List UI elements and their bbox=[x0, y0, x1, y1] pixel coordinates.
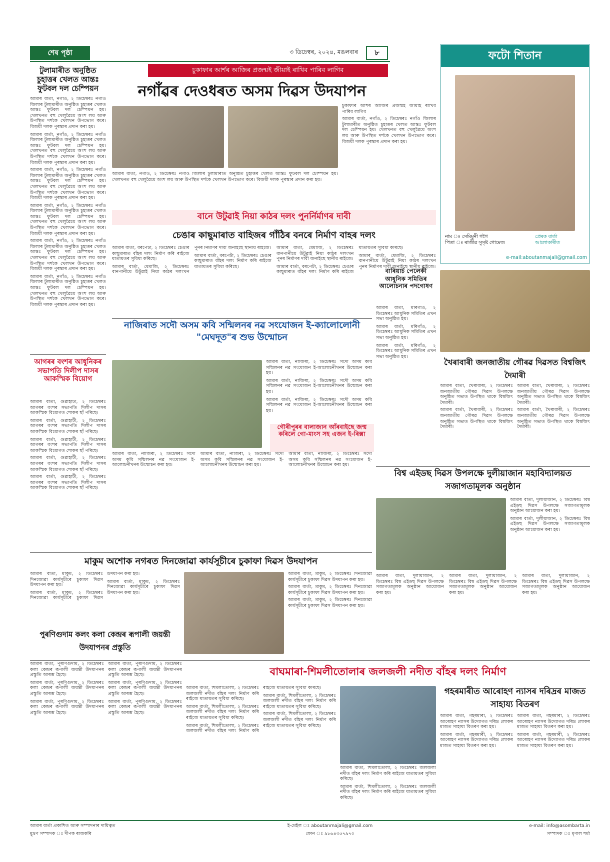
banner-body-right: চুকাফাৰ আৰ্শৰ আজিৰ প্ৰজন্মই জীয়াই ৰাখিব পাৰিব লাগিব আমাৰ বাৰ্তা, নগাঁও, ২ ডিচেম্বৰঃ নগাঁও জিলাৰ টুলামাৰীত অনুষ্ঠিত চুহাত্তৰ খেলত আন্তঃ ফুটবল দল চেম্পিয়ন হয়। খেলখনত বহু খেলুৱৈয়ে অংশ লয় আৰু উপস্থিত দৰ্শকে খেলখন উপভোগ কৰে। বিজয়ী দলক পুৰস্কাৰ প্ৰদান কৰা হয়। bbox=[342, 104, 436, 145]
photo-section-title: ফটো শিতান bbox=[441, 45, 589, 67]
story-2-body: আমাৰ বাৰ্তা, মৰিগাঁও, ২ ডিচেম্বৰঃ আধুনিক সমিতিৰ এখন সভা অনুষ্ঠিত হয়। আমাৰ বাৰ্তা, মৰিগাঁও, ২ ডিচেম্বৰঃ আধুনিক সমিতিৰ এখন সভা অনুষ্ঠিত হয়। আমাৰ বাৰ্তা, মৰিগাঁও, ২ ডিচেম্বৰঃ আধুনিক সমিতিৰ এখন সভা অনুষ্ঠিত হয়। bbox=[376, 306, 436, 360]
left-story-body: আমাৰ বাৰ্তা, নগাঁও, ২ ডিচেম্বৰঃ নগাঁও জিলাৰ টুলামাৰীত অনুষ্ঠিত চুহাত্তৰ খেলত আন্তঃ ফুটবল দল চেম্পিয়ন হয়। খেলখনত বহু খেলুৱৈয়ে অংশ লয় আৰু উপস্থিত দৰ্শকে খেলখন উপভোগ কৰে। বিজয়ী দলক পুৰস্কাৰ প্ৰদান কৰা হয়। আমাৰ বাৰ্তা, নগাঁও, ২ ডিচেম্বৰঃ নগাঁও জিলাৰ টুলামাৰীত অনুষ্ঠিত চুহাত্তৰ খেলত আন্তঃ ফুটবল দল চেম্পিয়ন হয়। খেলখনত বহু খেলুৱৈয়ে অংশ লয় আৰু উপস্থিত দৰ্শকে খেলখন উপভোগ কৰে। বিজয়ী দলক পুৰস্কাৰ প্ৰদান কৰা হয়। আমাৰ বাৰ্তা, নগাঁও, ২ ডিচেম্বৰঃ নগাঁও জিলাৰ টুলামাৰীত অনুষ্ঠিত চুহাত্তৰ খেলত আন্তঃ ফুটবল দল চেম্পিয়ন হয়। খেলখনত বহু খেলুৱৈয়ে অংশ লয় আৰু উপস্থিত দৰ্শকে খেলখন উপভোগ কৰে। বিজয়ী দলক পুৰস্কাৰ প্ৰদান কৰা হয়। আমাৰ বাৰ্তা, নগাঁও, ২ ডিচেম্বৰঃ নগাঁও জিলাৰ টুলামাৰীত অনুষ্ঠিত চুহাত্তৰ খেলত আন্তঃ ফুটবল দল চেম্পিয়ন হয়। খেলখনত বহু খেলুৱৈয়ে অংশ লয় আৰু উপস্থিত দৰ্শকে খেলখন উপভোগ কৰে। বিজয়ী দলক পুৰস্কাৰ প্ৰদান কৰা হয়। আমাৰ বাৰ্তা, নগাঁও, ২ ডিচেম্বৰঃ নগাঁও জিলাৰ টুলামাৰীত অনুষ্ঠিত চুহাত্তৰ খেলত আন্তঃ ফুটবল দল চেম্পিয়ন হয়। খেলখনত বহু খেলুৱৈয়ে অংশ লয় আৰু উপস্থিত দৰ্শকে খেলখন উপভোগ কৰে। বিজয়ী দলক পুৰস্কাৰ প্ৰদান কৰা হয়। আমাৰ বাৰ্তা, নগাঁও, ২ ডিচেম্বৰঃ নগাঁও জিলাৰ টুলামাৰীত অনুষ্ঠিত চুহাত্তৰ খেলত আন্তঃ ফুটবল দল চেম্পিয়ন হয়। খেলখনত বহু খেলুৱৈয়ে অংশ লয় আৰু উপস্থিত দৰ্শকে খেলখন উপভোগ কৰে। বিজয়ী দলক পুৰস্কাৰ প্ৰদান কৰা হয়। bbox=[30, 97, 106, 308]
story-6-body: আমাৰ বাৰ্তা, খৈৰাবাৰী, ২ ডিচেম্বৰঃ জনজাতীয় গৌৰৱ দিৱস উপলক্ষে অনুষ্ঠিত সভাত উপস্থিত থাকে বিশ্বজিৎ দৈমাৰী। আমাৰ বাৰ্তা, খৈৰাবাৰী, ২ ডিচেম্বৰঃ জনজাতীয় গৌৰৱ দিৱস উপলক্ষে অনুষ্ঠিত সভাত উপস্থিত থাকে বিশ্বজিৎ দৈমাৰী। আমাৰ বাৰ্তা, খৈৰাবাৰী, ২ ডিচেম্বৰঃ জনজাতীয় গৌৰৱ দিৱস উপলক্ষে অনুষ্ঠিত সভাত উপস্থিত থাকে বিশ্বজিৎ দৈমাৰী। আমাৰ বাৰ্তা, খৈৰাবাৰী, ২ ডিচেম্বৰঃ জনজাতীয় গৌৰৱ দিৱস উপলক্ষে অনুষ্ঠিত সভাত উপস্থিত থাকে বিশ্বজিৎ দৈমাৰী। bbox=[440, 384, 590, 431]
masthead bbox=[30, 44, 390, 62]
banner-body: আমাৰ বাৰ্তা, নগাঁও, ২ ডিচেম্বৰঃ নগাঁও জিলাৰ টুলামাৰীত অনুষ্ঠিত চুহাত্তৰ খেলত আন্তঃ ফুটবল দল চেম্পিয়ন হয়। খেলখনত বহু খেলুৱৈয়ে অংশ লয় আৰু উপস্থিত দৰ্শকে খেলখন উপভোগ কৰে। বিজয়ী দলক পুৰস্কাৰ প্ৰদান কৰা হয়। bbox=[112, 172, 338, 183]
story-4-headline: নাজিৰাত সদৌ অসম কবি সন্মিলনৰ নৱ সংযোজন ই-ক্যালোলোনী "মেঘদূত"ৰ শুভ উন্মোচন bbox=[124, 321, 360, 343]
story-3-body: আমাৰ বাৰ্তা, গুৱাহাটী, ২ ডিচেম্বৰঃ আগৰৰ বংশৰ সভাপতি দিলীপ দাসৰ আকস্মিক বিয়োগত শোকৰ ছাঁ পৰিছে। আমাৰ বাৰ্তা, গুৱাহাটী, ২ ডিচেম্বৰঃ আগৰৰ বংশৰ সভাপতি দিলীপ দাসৰ আকস্মিক বিয়োগত শোকৰ ছাঁ পৰিছে। আমাৰ বাৰ্তা, গুৱাহাটী, ২ ডিচেম্বৰঃ আগৰৰ বংশৰ সভাপতি দিলীপ দাসৰ আকস্মিক বিয়োগত শোকৰ ছাঁ পৰিছে। আমাৰ বাৰ্তা, গুৱাহাটী, ২ ডিচেম্বৰঃ আগৰৰ বংশৰ সভাপতি দিলীপ দাসৰ আকস্মিক বিয়োগত শোকৰ ছাঁ পৰিছে। আমাৰ বাৰ্তা, গুৱাহাটী, ২ ডিচেম্বৰঃ আগৰৰ বংশৰ সভাপতি দিলীপ দাসৰ আকস্মিক বিয়োগত শোকৰ ছাঁ পৰিছে। bbox=[30, 400, 106, 492]
story-8-photo bbox=[376, 498, 506, 570]
story-5-headline: গৌৰীপুৰৰ বালাজান আঁৰবাইছে জন্ম কৰিলে গো-মাংস সহ এজন ই-ৰিক্সা bbox=[277, 424, 367, 438]
left-story bbox=[30, 66, 106, 356]
story-1-headline: চেঙাৰ কাছুমাৰাত বাহিজৰ গাঁঠিৰ বনৰে নিৰ্মাণ বাহৰ দলং bbox=[172, 231, 376, 241]
story-10-body-2: আমাৰ বাৰ্তা, শিমলীতোলা, ২ ডিচেম্বৰঃ জলজলী নদীত বাঁহৰ দলং নিৰ্মাণ কৰি ৰাইজে যাতায়তৰ সুবিধা কৰিছে। আমাৰ বাৰ্তা, শিমলীতোলা, ২ ডিচেম্বৰঃ জলজলী নদীত বাঁহৰ দলং নিৰ্মাণ কৰি ৰাইজে যাতায়তৰ সুবিধা কৰিছে। bbox=[340, 766, 436, 801]
story-4-body-2: আমাৰ বাৰ্তা, নাজিৰা, ২ ডিচেম্বৰঃ সদৌ অসম কবি সন্মিলনৰ নৱ সংযোজন ই-আলোচনীখনৰ উন্মোচন কৰা হয়। আমাৰ বাৰ্তা, নাজিৰা, ২ ডিচেম্বৰঃ সদৌ অসম কবি সন্মিলনৰ নৱ সংযোজন ই-আলোচনীখনৰ উন্মোচন কৰা হয়। আমাৰ বাৰ্তা, নাজিৰা, ২ ডিচেম্বৰঃ সদৌ অসম কবি সন্মিলনৰ নৱ সংযোজন ই-আলোচনীখনৰ উন্মোচন কৰা হয়। bbox=[112, 452, 372, 469]
left-story-headline: টুলামাৰীত অনুষ্ঠিত চুহাত্তৰ খেলত আন্তঃ ফুটবল দল চেম্পিয়ন bbox=[36, 66, 100, 93]
footer bbox=[30, 820, 590, 842]
story-7-body-2: আমাৰ বাৰ্তা, মাকুম, ২ ডিচেম্বৰঃ দিনজোৱা কাৰ্যসূচীৰে চুকাফা দিৱস উদযাপন কৰা হয়। আমাৰ বাৰ্তা, মাকুম, ২ ডিচেম্বৰঃ দিনজোৱা কাৰ্যসূচীৰে চুকাফা দিৱস উদযাপন কৰা হয়। আমাৰ বাৰ্তা, মাকুম, ২ ডিচেম্বৰঃ দিনজোৱা কাৰ্যসূচীৰে চুকাফা দিৱস উদযাপন কৰা হয়। bbox=[288, 572, 372, 609]
story-1-body: আমাৰ বাৰ্তা, বৰপেটা, ২ ডিচেম্বৰঃ চেঙাৰ কাছুমাৰাত বাঁহৰ দলং নিৰ্মাণ কৰি ৰাইজে যাতায়তৰ সুবিধা কৰিছে। আমাৰ বাৰ্তা, ধেমাজি, ২ ডিচেম্বৰঃ বানপানীয়ে উটুৱাই নিয়া কাঠৰ দলংখন পুনৰ নিৰ্মাণৰ দাবী জনাইছে স্থানীয় ৰাইজে। আমাৰ বাৰ্তা, বৰপেটা, ২ ডিচেম্বৰঃ চেঙাৰ কাছুমাৰাত বাঁহৰ দলং নিৰ্মাণ কৰি ৰাইজে যাতায়তৰ সুবিধা কৰিছে। আমাৰ বাৰ্তা, ধেমাজি, ২ ডিচেম্বৰঃ বানপানীয়ে উটুৱাই নিয়া কাঠৰ দলংখন পুনৰ নিৰ্মাণৰ দাবী জনাইছে স্থানীয় ৰাইজে। আমাৰ বাৰ্তা, বৰপেটা, ২ ডিচেম্বৰঃ চেঙাৰ কাছুমাৰাত বাঁহৰ দলং নিৰ্মাণ কৰি ৰাইজে যাতায়তৰ সুবিধা কৰিছে। আমাৰ বাৰ্তা, ধেমাজি, ২ ডিচেম্বৰঃ বানপানীয়ে উটুৱাই নিয়া কাঠৰ দলংখন পুনৰ নিৰ্মাণৰ দাবী জনাইছে স্থানীয় ৰাইজে। bbox=[112, 246, 436, 276]
divider-left-1 bbox=[30, 354, 106, 355]
footer-line1-left: আমাৰ বাৰ্তা প্ৰকাশিত আৰু সম্পাদনাৰ দায়িত্বত bbox=[30, 824, 116, 829]
story-7-headline: মাকুম অশোক নগৰত দিনজোৱা কাৰ্যসূচীৰে চুকাফা দিৱস উদযাপন bbox=[84, 557, 318, 567]
section-label: শেষ পৃষ্ঠা bbox=[30, 46, 90, 60]
story-5 bbox=[270, 424, 374, 452]
photo-sender: প্ৰেৰক বাৰ্তা আলোকাৰীত bbox=[535, 235, 560, 246]
story-10-headline: বাঘমাৰা-শিমলীতোলাৰ জলজলী নদীত বাঁহৰ দলং নিৰ্মাণ bbox=[269, 666, 507, 678]
story-7-photo bbox=[184, 572, 284, 654]
footer-line2-left: মুদ্ৰণ সম্পাদক ঃ দীপক ৰাজকৰি bbox=[30, 832, 92, 837]
banner-kicker: চুকাফাৰ আৰ্শৰ আজিৰ প্ৰজন্মই জীয়াই ৰাখিব পাৰিব লাগিব bbox=[148, 64, 388, 77]
footer-line2-mid: ফোন ঃ ৯৮৬৪৩৫৭৯৭০ bbox=[305, 832, 355, 837]
story-4-photo bbox=[112, 360, 262, 448]
story-bridge-demand bbox=[112, 210, 436, 225]
story-11-body: আমাৰ বাৰ্তা, গহৰমাৰী, ২ ডিচেম্বৰঃ আৰোহণ ন্যাসৰ উদ্যোগত দৰিদ্ৰ লোকৰ মাজত সাহায্য বিতৰণ কৰা হয়। আমাৰ বাৰ্তা, গহৰমাৰী, ২ ডিচেম্বৰঃ আৰোহণ ন্যাসৰ উদ্যোগত দৰিদ্ৰ লোকৰ মাজত সাহায্য বিতৰণ কৰা হয়। আমাৰ বাৰ্তা, গহৰমাৰী, ২ ডিচেম্বৰঃ আৰোহণ ন্যাসৰ উদ্যোগত দৰিদ্ৰ লোকৰ মাজত সাহায্য বিতৰণ কৰা হয়। আমাৰ বাৰ্তা, গহৰমাৰী, ২ ডিচেম্বৰঃ আৰোহণ ন্যাসৰ উদ্যোগত দৰিদ্ৰ লোকৰ মাজত সাহায্য বিতৰণ কৰা হয়। bbox=[440, 714, 590, 749]
story-10-photo bbox=[340, 686, 436, 764]
story-3-headline: আগৰৰ বংশৰ আধুনিকৰ সভাপতি দিলীপ দাসৰ আকস্মিক বিয়োগ bbox=[34, 358, 102, 384]
banner-photo-2 bbox=[228, 106, 338, 168]
story-8-body: আমাৰ বাৰ্তা, দুলীয়াজান, ২ ডিচেম্বৰঃ বিশ্ব এইডছ দিৱস উপলক্ষে সজাগতামূলক অনুষ্ঠান আয়োজন কৰা হয়। আমাৰ বাৰ্তা, দুলীয়াজান, ২ ডিচেম্বৰঃ বিশ্ব এইডছ দিৱস উপলক্ষে সজাগতামূলক অনুষ্ঠান আয়োজন কৰা হয়। bbox=[510, 498, 590, 533]
story-2-photo bbox=[440, 270, 590, 352]
story-10-body: আমাৰ বাৰ্তা, শিমলীতোলা, ২ ডিচেম্বৰঃ জলজলী নদীত বাঁহৰ দলং নিৰ্মাণ কৰি ৰাইজে যাতায়তৰ সুবিধা কৰিছে। আমাৰ বাৰ্তা, শিমলীতোলা, ২ ডিচেম্বৰঃ জলজলী নদীত বাঁহৰ দলং নিৰ্মাণ কৰি ৰাইজে যাতায়তৰ সুবিধা কৰিছে। আমাৰ বাৰ্তা, শিমলীতোলা, ২ ডিচেম্বৰঃ জলজলী নদীত বাঁহৰ দলং নিৰ্মাণ কৰি ৰাইজে যাতায়তৰ সুবিধা কৰিছে। আমাৰ বাৰ্তা, শিমলীতোলা, ২ ডিচেম্বৰঃ জলজলী নদীত বাঁহৰ দলং নিৰ্মাণ কৰি ৰাইজে যাতায়তৰ সুবিধা কৰিছে। আমাৰ বাৰ্তা, শিমলীতোলা, ২ ডিচেম্বৰঃ জলজলী নদীত বাঁহৰ দলং নিৰ্মাণ কৰি ৰাইজে যাতায়তৰ সুবিধা কৰিছে। bbox=[186, 686, 336, 735]
photo-caption: নাম ঃ সেমিমুনী গগৈ পিতা ঃ ৰাজীৱ সুসৃষ্ট গোমেজ bbox=[445, 235, 505, 246]
story-11-headline: গহৰমাৰীত আৰোহণ ন্যাসৰ দৰিদ্ৰৰ মাজত সাহায্য বিতৰণ bbox=[444, 687, 586, 710]
divider-left-2 bbox=[30, 552, 372, 553]
story-9-body: আমাৰ বাৰ্তা, পুৰণিগুদাম, ২ ডিচেম্বৰঃ কলা কেন্দ্ৰৰ ৰূপালী জয়ন্তী উদযাপনৰ প্ৰস্তুতি আৰম্ভ হৈছে। আমাৰ বাৰ্তা, পুৰণিগুদাম, ২ ডিচেম্বৰঃ কলা কেন্দ্ৰৰ ৰূপালী জয়ন্তী উদযাপনৰ প্ৰস্তুতি আৰম্ভ হৈছে। আমাৰ বাৰ্তা, পুৰণিগুদাম, ২ ডিচেম্বৰঃ কলা কেন্দ্ৰৰ ৰূপালী জয়ন্তী উদযাপনৰ প্ৰস্তুতি আৰম্ভ হৈছে। আমাৰ বাৰ্তা, পুৰণিগুদাম, ২ ডিচেম্বৰঃ কলা কেন্দ্ৰৰ ৰূপালী জয়ন্তী উদযাপনৰ প্ৰস্তুতি আৰম্ভ হৈছে। আমাৰ বাৰ্তা, পুৰণিগুদাম, ২ ডিচেম্বৰঃ কলা কেন্দ্ৰৰ ৰূপালী জয়ন্তী উদযাপনৰ প্ৰস্তুতি আৰম্ভ হৈছে। আমাৰ বাৰ্তা, পুৰণিগুদাম, ২ ডিচেম্বৰঃ কলা কেন্দ্ৰৰ ৰূপালী জয়ন্তী উদযাপনৰ প্ৰস্তুতি আৰম্ভ হৈছে। bbox=[30, 662, 182, 716]
story-8-headline: বিশ্ব এইডছ দিৱস উপলক্ষে দুলীয়াজান মহাবিদ্যালয়ত সজাগতামূলক অনুষ্ঠান bbox=[394, 469, 572, 492]
banner-headline: নগাঁৱৰ দেওধৰত অসম দিৱস উদযাপন bbox=[137, 82, 367, 100]
footer-line1-mid: ই-মেইল ঃ aboutanmajali@gmail.com bbox=[287, 824, 373, 829]
divider-right-1 bbox=[376, 466, 590, 467]
child-photo bbox=[455, 75, 575, 231]
date-line: ৩ ডিচেম্বৰ, ২০২৪, মঙলবাৰ bbox=[289, 49, 358, 56]
story-4-body: আমাৰ বাৰ্তা, নাজিৰা, ২ ডিচেম্বৰঃ সদৌ অসম কবি সন্মিলনৰ নৱ সংযোজন ই-আলোচনীখনৰ উন্মোচন কৰা হয়। আমাৰ বাৰ্তা, নাজিৰা, ২ ডিচেম্বৰঃ সদৌ অসম কবি সন্মিলনৰ নৱ সংযোজন ই-আলোচনীখনৰ উন্মোচন কৰা হয়। আমাৰ বাৰ্তা, নাজিৰা, ২ ডিচেম্বৰঃ সদৌ অসম কবি সন্মিলনৰ নৱ সংযোজন ই-আলোচনীখনৰ উন্মোচন কৰা হয়। bbox=[266, 360, 372, 414]
story-7-body: আমাৰ বাৰ্তা, মাকুম, ২ ডিচেম্বৰঃ দিনজোৱা কাৰ্যসূচীৰে চুকাফা দিৱস উদযাপন কৰা হয়। আমাৰ বাৰ্তা, মাকুম, ২ ডিচেম্বৰঃ দিনজোৱা কাৰ্যসূচীৰে চুকাফা দিৱস উদযাপন কৰা হয়। আমাৰ বাৰ্তা, মাকুম, ২ ডিচেম্বৰঃ দিনজোৱা কাৰ্যসূচীৰে চুকাফা দিৱস উদযাপন কৰা হয়। bbox=[30, 572, 180, 602]
banner-photo-1 bbox=[112, 106, 224, 168]
footer-line1-right: e-mail: info@asombarta.in bbox=[529, 824, 590, 829]
photo-section bbox=[440, 44, 590, 264]
story-9-headline: পুৰণিগুদাম কলং কলা কেন্দ্ৰৰ ৰূপালী জয়ন্তী উদযাপনৰ প্ৰস্তুতি bbox=[39, 630, 171, 652]
story-2-headline: বাৰিয়াৰ্চ পেলেকী আধুনিক সমিতিৰ আলোচনাৰ পদগোষণ bbox=[379, 268, 433, 290]
footer-line2-right: সম্পাদক ঃ মৃণাল শৰ্মা bbox=[547, 832, 590, 837]
divider-mid-1 bbox=[112, 318, 372, 319]
story-0-headline: বানে উটুৱাই নিয়া কাঠৰ দলং পুনৰ্নিৰ্মাণৰ দাবী bbox=[197, 212, 351, 222]
photo-email: e-mail:aboutanmajali@gmail.com bbox=[506, 256, 587, 261]
story-8-body-2: আমাৰ বাৰ্তা, দুলীয়াজান, ২ ডিচেম্বৰঃ বিশ্ব এইডছ দিৱস উপলক্ষে সজাগতামূলক অনুষ্ঠান আয়োজন কৰা হয়। আমাৰ বাৰ্তা, দুলীয়াজান, ২ ডিচেম্বৰঃ বিশ্ব এইডছ দিৱস উপলক্ষে সজাগতামূলক অনুষ্ঠান আয়োজন কৰা হয়। আমাৰ বাৰ্তা, দুলীয়াজান, ২ ডিচেম্বৰঃ বিশ্ব এইডছ দিৱস উপলক্ষে সজাগতামূলক অনুষ্ঠান আয়োজন কৰা হয়। bbox=[376, 574, 590, 596]
page-number: ৮ bbox=[366, 46, 388, 60]
story-6-headline: খৈৰাবাৰী জনজাতীয় গৌৰৱ দিৱসত বিশ্বজিৎ দৈমাৰী bbox=[444, 358, 586, 380]
divider-bottom-1 bbox=[30, 660, 590, 661]
